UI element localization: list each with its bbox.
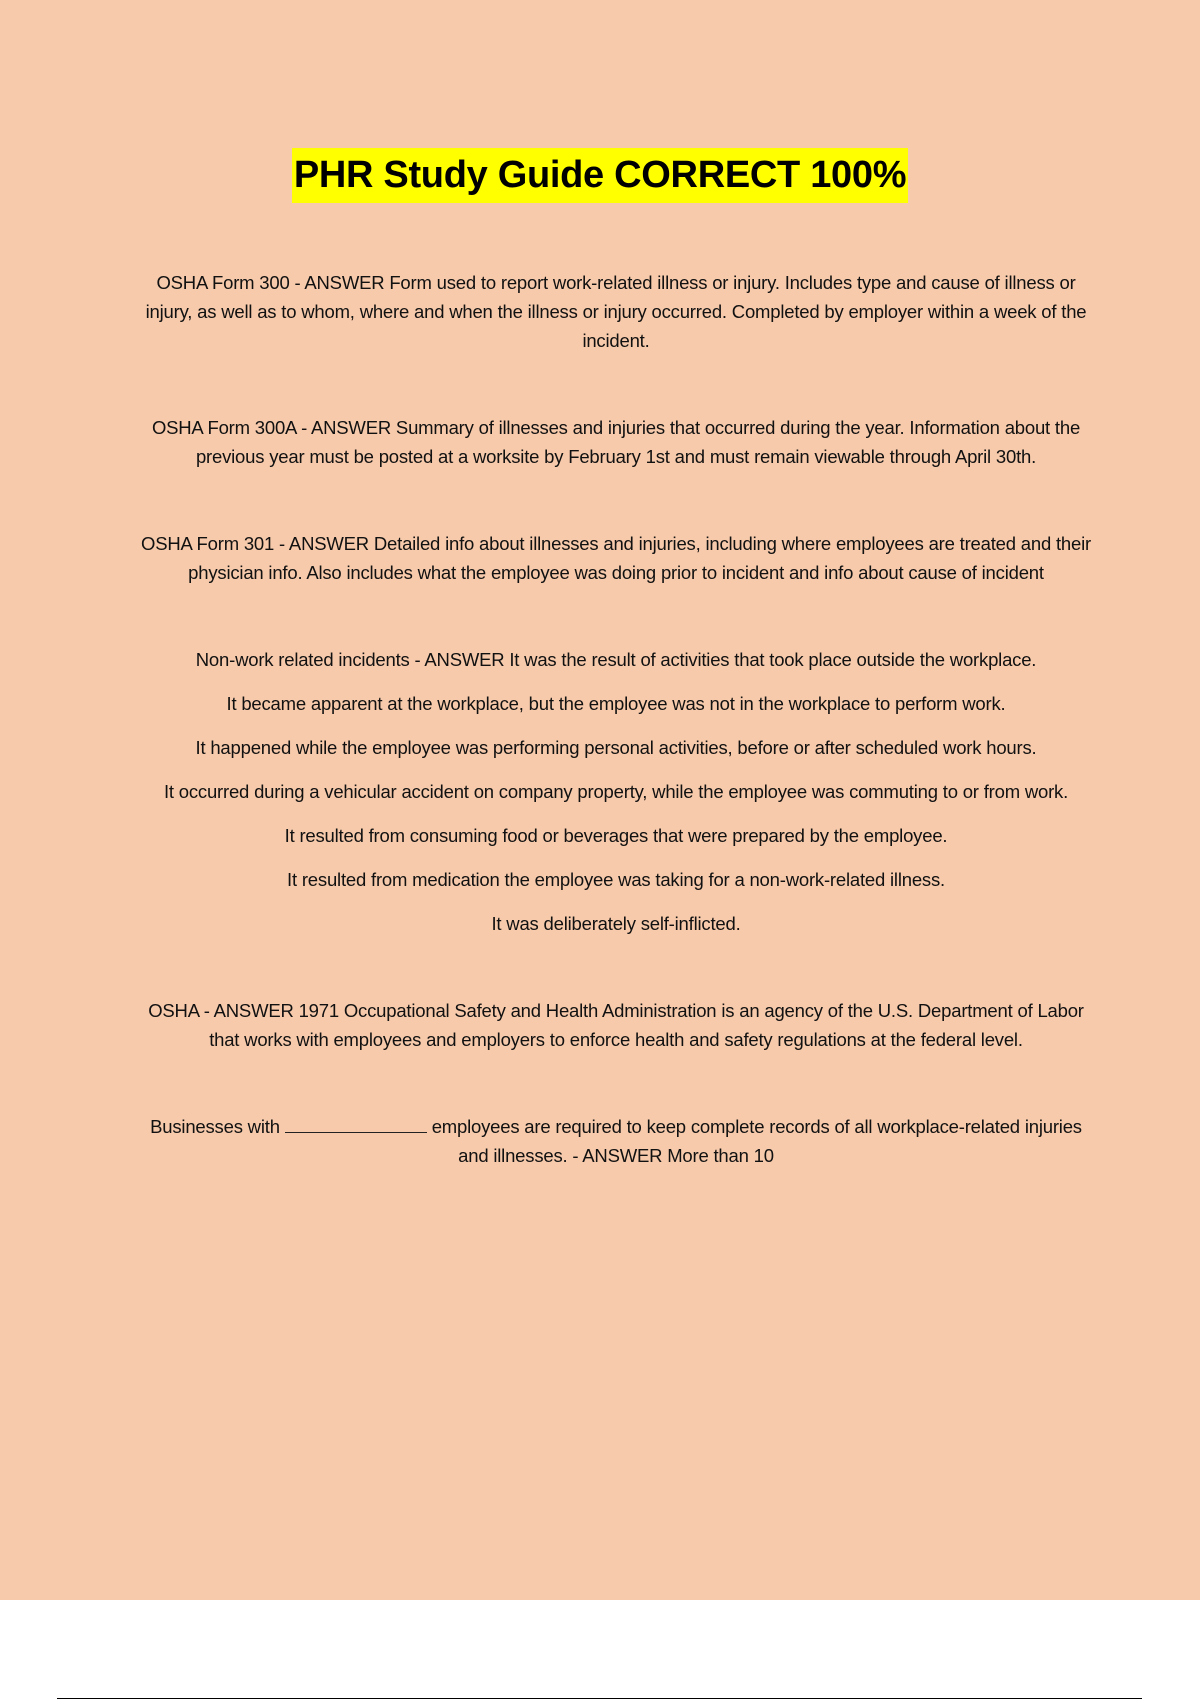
footer-divider — [57, 1698, 1142, 1699]
non-work-related-line: It resulted from medication the employee was taking for a non-work-related illness. — [287, 869, 945, 890]
entry-osha-form-300a: OSHA Form 300A - ANSWER Summary of illnesses and injuries that occurred during the year. Information about the previous year must be posted at a worksite by February 1st and must remain viewable through April 30th. — [151, 417, 1081, 467]
entry-osha: OSHA - ANSWER 1971 Occupational Safety and Health Administration is an agency of the U.S. Department of Labor that works with employees and employers to enforce health and safety regulations at the federal level. — [148, 1000, 1084, 1050]
entry-non-work-related-incidents: Non-work related incidents - ANSWER It was the result of activities that took place outside the workplace. — [195, 649, 1037, 670]
non-work-related-line: It occurred during a vehicular accident on company property, while the employee was commuting to or from work. — [163, 781, 1069, 802]
non-work-related-line: It happened while the employee was performing personal activities, before or after scheduled work hours. — [195, 737, 1037, 758]
non-work-related-line: It became apparent at the workplace, but the employee was not in the workplace to perform work. — [226, 693, 1006, 714]
entry-text-after-blank: employees are required to keep complete records of all workplace-related injuries and illnesses. - ANSWER More than 10 — [431, 1116, 1082, 1166]
study-guide-content — [140, 268, 1092, 1170]
entry-osha-form-300: OSHA Form 300 - ANSWER Form used to report work-related illness or injury. Includes type and cause of illness or injury, as well as to whom, where and when the illness or injury occurred. Completed by employer within a week of the incident. — [145, 272, 1087, 351]
entry-osha-form-301: OSHA Form 301 - ANSWER Detailed info about illnesses and injuries, including where employees are treated and their physician info. Also includes what the employee was doing prior to incident and info about cause of incident — [141, 533, 1091, 583]
non-work-related-line: It resulted from consuming food or beverages that were prepared by the employee. — [284, 825, 948, 846]
entry-businesses-record-keeping — [140, 1112, 1092, 1170]
document-title: PHR Study Guide CORRECT 100% — [292, 148, 908, 203]
non-work-related-line: It was deliberately self-inflicted. — [491, 913, 741, 934]
entry-text-before-blank: Businesses with — [150, 1116, 280, 1137]
title-container — [0, 148, 1200, 203]
fill-in-blank — [285, 1114, 427, 1133]
